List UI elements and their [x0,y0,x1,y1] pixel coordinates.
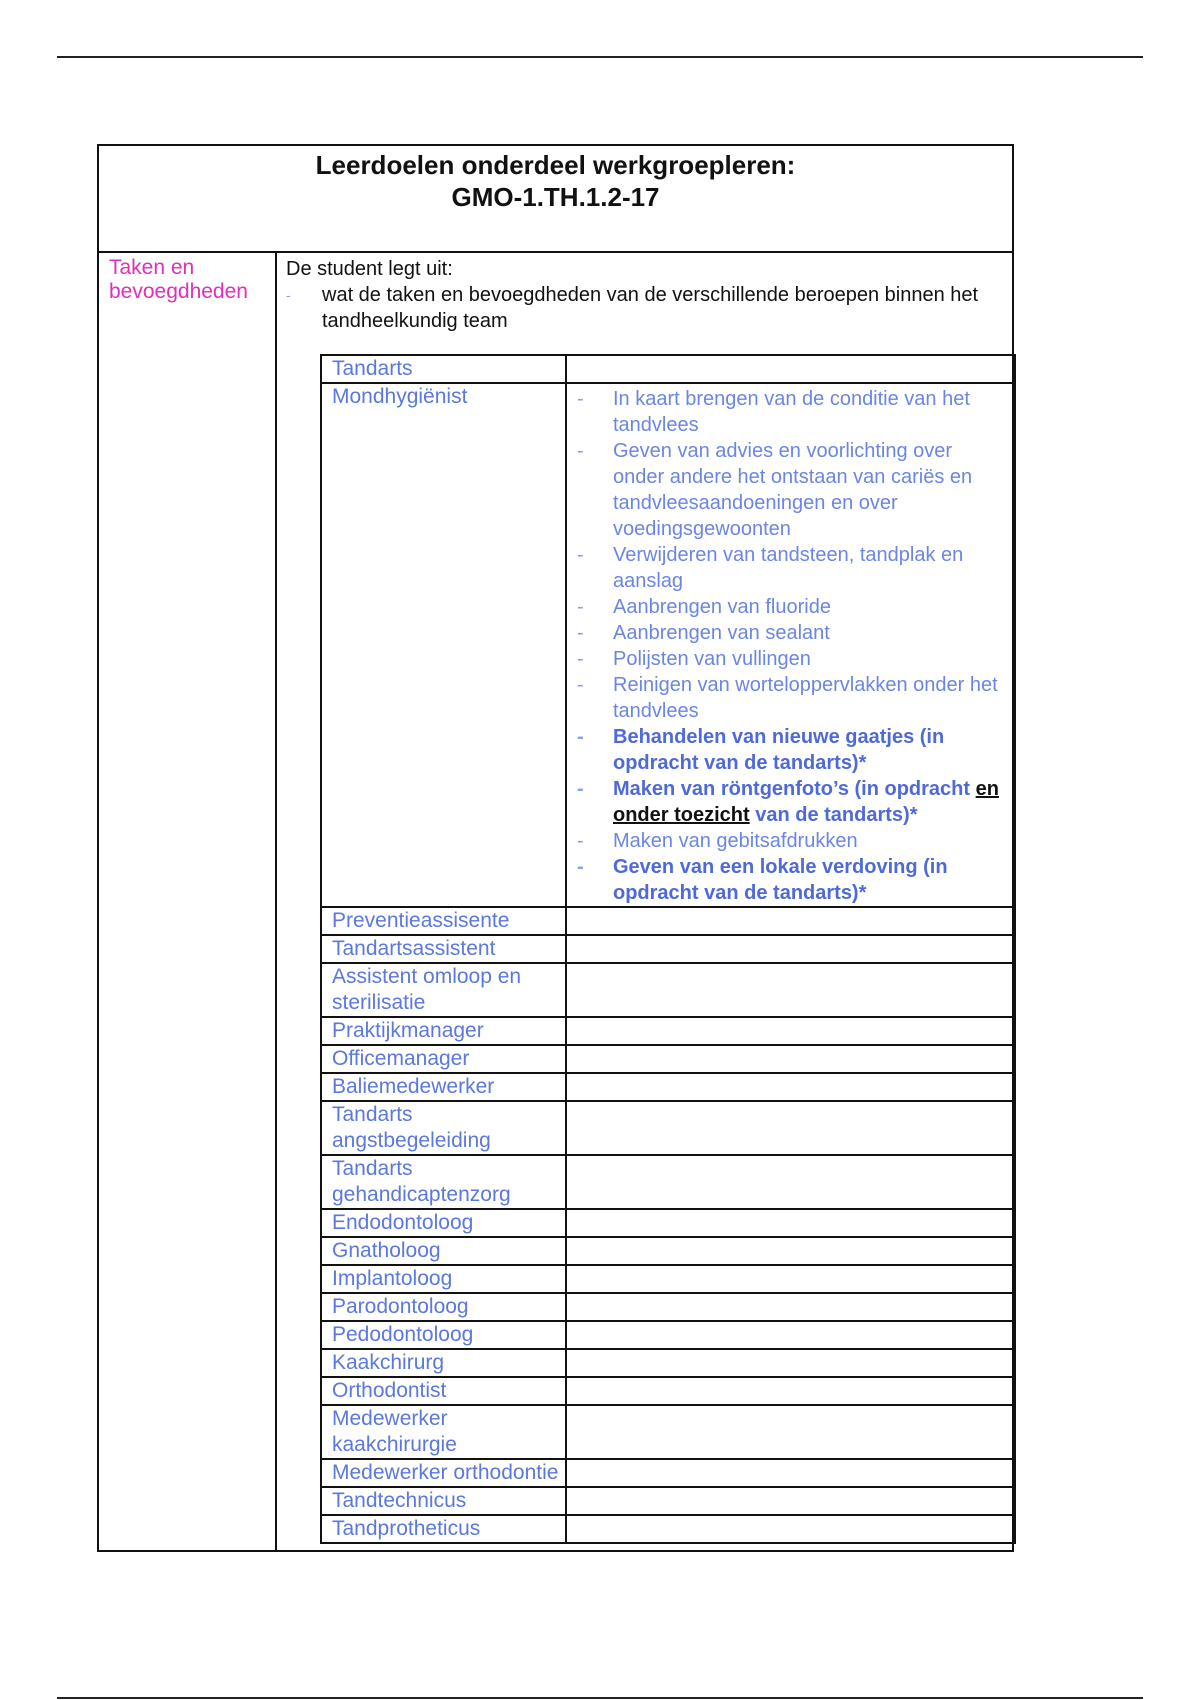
roles-table [320,354,1016,1544]
list-item: - Aanbrengen van sealant [577,620,1006,646]
table-row [321,963,1015,1017]
list-item: - Geven van advies en voorlichting over onder andere het ontstaan van cariës en tandvleesaandoeningen en over voedingsgewoonten [577,438,1006,542]
role-tasks-cell [566,1073,1015,1101]
role-tasks-cell [566,1155,1015,1209]
role-tasks-cell [566,935,1015,963]
table-row [321,383,1015,907]
table-row [321,1017,1015,1045]
role-tasks-cell [566,1209,1015,1237]
role-tasks-cell [566,963,1015,1017]
category-cell [99,253,277,1550]
list-item: - Behandelen van nieuwe gaatjes (in opdracht van de tandarts)* [577,724,1006,776]
list-item: - Polijsten van vullingen [577,646,1006,672]
learning-objectives-table [97,144,1014,1552]
intro-item-text: wat de taken en bevoegdheden van de verschillende beroepen binnen het tandheelkundig team [322,284,979,332]
task-text-underlined: en onder toezicht [613,778,999,826]
table-row [321,1293,1015,1321]
role-tasks-cell [566,1237,1015,1265]
role-name: Assistent omloop en sterilisatie [321,963,566,1017]
list-item: - Verwijderen van tandsteen, tandplak en aanslag [577,542,1006,594]
list-item: - Reinigen van worteloppervlakken onder het tandvlees [577,672,1006,724]
table-row [321,1459,1015,1487]
role-name: Tandartsassistent [321,935,566,963]
objective-cell [277,253,1012,1550]
table-header [99,146,1012,253]
bullet-dash: - [286,287,291,303]
list-item: - Geven van een lokale verdoving (in opdracht van de tandarts)* [577,854,1006,906]
role-name: Tandprotheticus [321,1515,566,1543]
role-name: Endodontoloog [321,1209,566,1237]
table-row [321,1101,1015,1155]
role-tasks-cell [566,1349,1015,1377]
table-row [321,1321,1015,1349]
role-tasks-cell [566,1321,1015,1349]
intro-lead: De student legt uit: [286,258,453,280]
table-row [321,1377,1015,1405]
role-name: Gnatholoog [321,1237,566,1265]
table-row [321,1073,1015,1101]
role-tasks-cell [566,1405,1015,1459]
role-tasks-cell [566,355,1015,383]
role-name: Tandtechnicus [321,1487,566,1515]
role-name: Tandarts [321,355,566,383]
list-item [577,776,1006,828]
role-name: Officemanager [321,1045,566,1073]
task-text-part: van de tandarts)* [749,804,918,826]
category-label-line2: bevoegdheden [109,280,248,303]
category-label-line1: Taken en [109,256,195,279]
role-name: Mondhygiënist [321,383,566,907]
role-tasks-cell [566,1515,1015,1543]
list-item: - In kaart brengen van de conditie van het tandvlees [577,386,1006,438]
role-name: Tandarts gehandicaptenzorg [321,1155,566,1209]
table-row [321,1405,1015,1459]
role-name: Pedodontoloog [321,1321,566,1349]
mondhygienist-task-list [567,384,1014,906]
role-tasks-cell [566,1017,1015,1045]
role-tasks-cell [566,1459,1015,1487]
list-item: - Maken van gebitsafdrukken [577,828,1006,854]
role-tasks-cell [566,1045,1015,1073]
role-name: Orthodontist [321,1377,566,1405]
role-name: Tandarts angstbegeleiding [321,1101,566,1155]
role-tasks-cell [566,907,1015,935]
page-title: Leerdoelen onderdeel werkgroepleren: [315,150,796,180]
role-tasks-cell [566,383,1015,907]
role-tasks-cell [566,1293,1015,1321]
role-tasks-cell [566,1265,1015,1293]
role-name: Praktijkmanager [321,1017,566,1045]
table-row [321,907,1015,935]
role-name: Preventieassisente [321,907,566,935]
table-row [321,1045,1015,1073]
course-code: GMO-1.TH.1.2-17 [451,182,660,212]
table-row [321,1349,1015,1377]
role-tasks-cell [566,1377,1015,1405]
task-text-part: Maken van röntgenfoto’s (in opdracht [613,778,976,800]
table-row [321,1155,1015,1209]
role-name: Parodontoloog [321,1293,566,1321]
table-row [321,1237,1015,1265]
table-row [321,1209,1015,1237]
role-name: Baliemedewerker [321,1073,566,1101]
table-row [321,1265,1015,1293]
table-row [321,1515,1015,1543]
role-name: Implantoloog [321,1265,566,1293]
footer-rule [57,1697,1143,1699]
list-item: - Aanbrengen van fluoride [577,594,1006,620]
role-name: Kaakchirurg [321,1349,566,1377]
role-tasks-cell [566,1487,1015,1515]
table-row [321,355,1015,383]
table-row [321,1487,1015,1515]
role-tasks-cell [566,1101,1015,1155]
table-row [321,935,1015,963]
role-name: Medewerker orthodontie [321,1459,566,1487]
role-name: Medewerker kaakchirurgie [321,1405,566,1459]
header-rule [57,56,1143,58]
